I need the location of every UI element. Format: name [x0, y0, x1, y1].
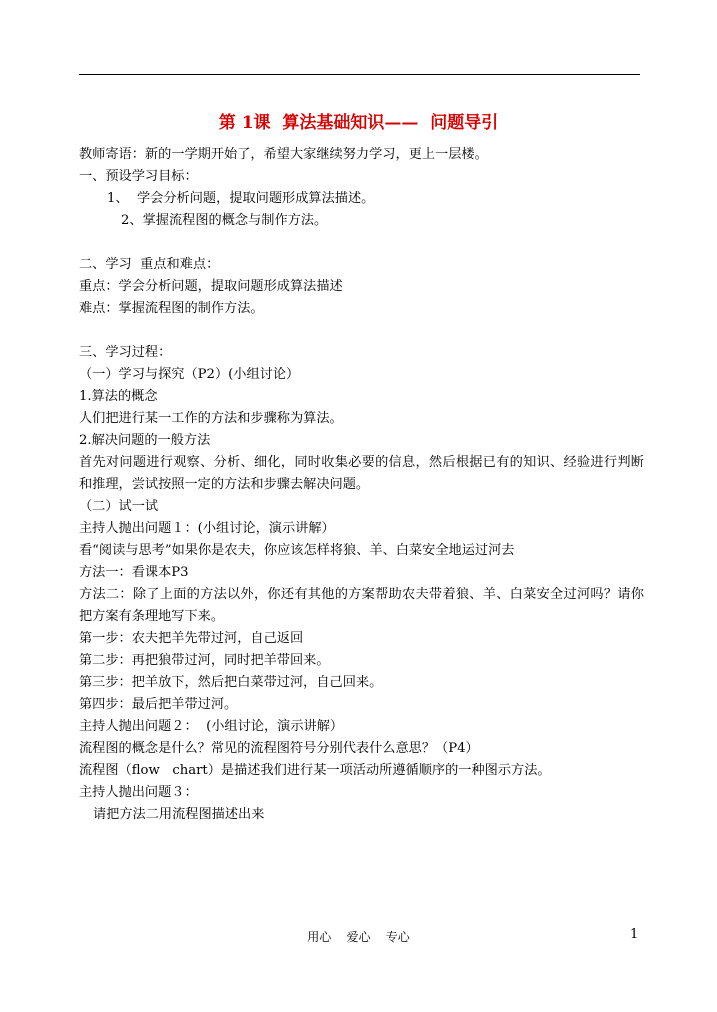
algorithm-concept-heading: 1.算法的概念 — [79, 389, 158, 404]
host-question-1: 主持人抛出问题１：(小组讨论，演示讲解） — [79, 521, 335, 536]
subsection-heading-explore: （一）学习与探究（P2）(小组讨论） — [79, 367, 300, 382]
spacer — [79, 320, 644, 342]
goal-item-2: 2、掌握流程图的概念与制作方法。 — [121, 213, 328, 228]
page-title: 第 1课 算法基础知识—— 问题导引 — [218, 113, 499, 133]
subsection-heading-try: （二）试一试 — [79, 499, 159, 514]
difficult-point: 难点：掌握流程图的制作方法。 — [79, 301, 264, 316]
section-heading-key-points: 二、学习 重点和难点： — [79, 257, 220, 272]
step-1: 第一步：农夫把羊先带过河，自己返回 — [79, 631, 304, 646]
step-2: 第二步：再把狼带过河，同时把羊带回来。 — [79, 653, 330, 668]
method-one: 方法一：看课本P3 — [79, 565, 189, 580]
spacer — [79, 232, 644, 254]
step-3: 第三步：把羊放下，然后把白菜带过河，自己回来。 — [79, 675, 383, 690]
host-question-2: 主持人抛出问题２： (小组讨论，演示讲解） — [79, 719, 344, 734]
problem-solving-heading: 2.解决问题的一般方法 — [79, 433, 211, 448]
algorithm-definition: 人们把进行某一工作的方法和步骤称为算法。 — [79, 411, 343, 426]
key-point: 重点：学会分析问题，提取问题形成算法描述 — [79, 279, 343, 294]
section-heading-goals: 一、预设学习目标： — [79, 169, 198, 184]
flowchart-question: 流程图的概念是什么？常见的流程图符号分别代表什么意思？（P4） — [79, 741, 479, 756]
footer-motto: 用心 爱心 专心 — [307, 930, 410, 944]
document-body — [79, 144, 644, 826]
goal-item-1: 1、 学会分析问题，提取问题形成算法描述。 — [107, 191, 375, 206]
header-rule — [79, 74, 640, 75]
flowchart-task: 请把方法二用流程图描述出来 — [93, 807, 265, 822]
page-number: 1 — [630, 927, 639, 942]
flowchart-definition: 流程图（flow chart）是描述我们进行某一项活动所遵循顺序的一种图示方法。 — [79, 763, 551, 778]
reading-prompt: 看“阅读与思考”如果你是农夫，你应该怎样将狼、羊、白菜安全地运过河去 — [79, 543, 515, 558]
problem-solving-paragraph: 首先对问题进行观察、分析、细化，同时收集必要的信息，然后根据已有的知识、经验进行判断和推理，尝试按照一定的方法和步骤去解决问题。 — [79, 455, 644, 492]
host-question-3: 主持人抛出问题３： — [79, 785, 198, 800]
method-two: 方法二：除了上面的方法以外，你还有其他的方案帮助农夫带着狼、羊、白菜安全过河吗？请你把方案有条理地写下来。 — [79, 587, 644, 624]
teacher-message: 教师寄语：新的一学期开始了，希望大家继续努力学习，更上一层楼。 — [79, 147, 488, 162]
section-heading-process: 三、学习过程： — [79, 345, 172, 360]
step-4: 第四步：最后把羊带过河。 — [79, 697, 238, 712]
